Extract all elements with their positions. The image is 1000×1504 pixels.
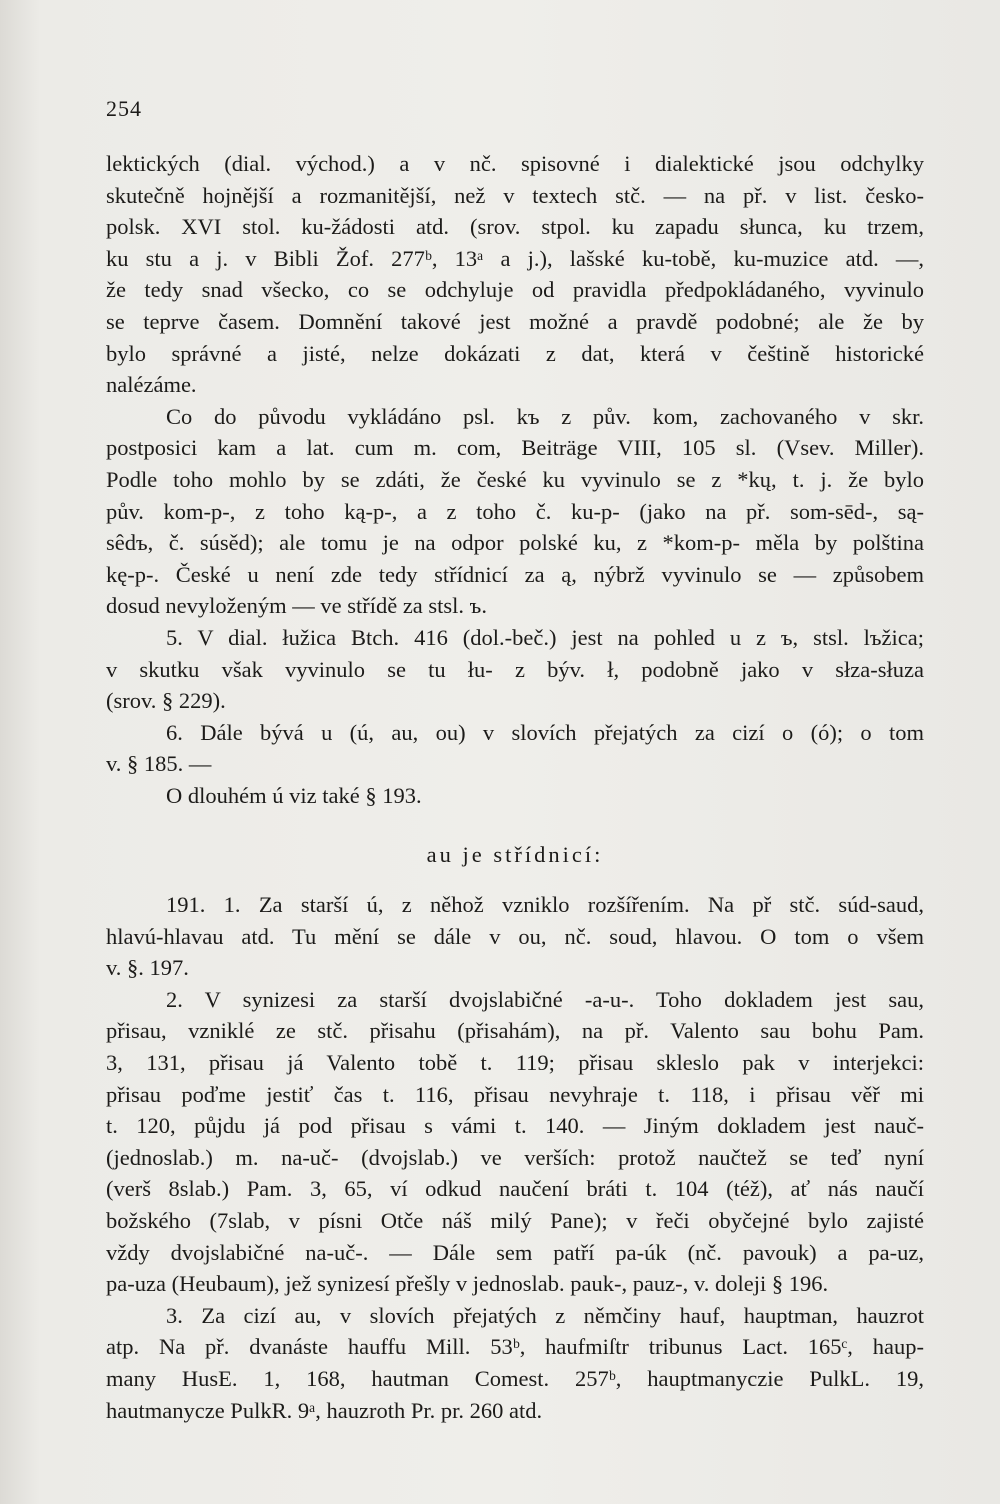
text-line: postposici kam a lat. cum m. com, Beiträge VIII, 105 sl. (Vsev. Miller). [106, 435, 924, 461]
text-line: se teprve časem. Domnění takové jest možné a pravdě podobné; ale že by [106, 308, 924, 334]
text-line: polsk. XVI stol. ku-žádosti atd. (srov. stpol. ku zapadu słunca, ku trzem, [106, 214, 924, 240]
text-line: 191. 1. Za starší ú, z něhož vzniklo rozšířením. Na př stč. súd-saud, [166, 892, 924, 918]
text-line: skutečně hojnější a rozmanitější, než v textech stč. — na př. v list. česko- [106, 182, 924, 208]
text-line: vždy dvojslabičné na-uč-. — Dále sem patří pa-úk (nč. pavouk) a pa-uz, [106, 1239, 924, 1265]
text-line: many HusE. 1, 168, hautman Comest. 257ᵇ, hauptmanyczie PulkL. 19, [106, 1365, 924, 1391]
text-line: v skutku však vyvinulo se tu łu- z býv. ł, podobně jako v słza-słuza [106, 656, 924, 682]
text-line: Podle toho mohlo by se zdáti, že české ku vyvinulo se z *kų, t. j. že bylo [106, 466, 924, 492]
text-line: v. § 185. — [106, 751, 212, 777]
text-line: že tedy snad všecko, co se odchyluje od pravidla předpokládaného, vyvinulo [106, 277, 924, 303]
text-line: přisau, vzniklé ze stč. přisahu (přisahám), na př. Valento sau bohu Pam. [106, 1018, 924, 1044]
text-line: lektických (dial. východ.) a v nč. spisovné i dialektické jsou odchylky [106, 151, 924, 176]
text-line: ku stu a j. v Bibli Žof. 277ᵇ, 13ᵃ a j.), lašské ku-tobě, ku-muzice atd. —, [106, 245, 924, 271]
text-line: 3. Za cizí au, v slovích přejatých z němčiny hauf, hauptman, hauzrot [166, 1302, 924, 1328]
text-line: 6. Dále bývá u (ú, au, ou) v slovích přejatých za cizí o (ó); o tom [166, 719, 924, 745]
text-line: v. §. 197. [106, 955, 189, 981]
text-line: kę-p-. České u není zde tedy střídnicí za ą, nýbrž vyvinulo se — způsobem [106, 561, 924, 587]
page-number: 254 [106, 96, 142, 121]
page-body [106, 148, 924, 1426]
text-line: (jednoslab.) m. na-uč- (dvojslab.) ve verších: protož naučtež se teď nyní [106, 1144, 924, 1170]
text-line: dosud nevyloženým — ve střídě za stsl. ъ. [106, 593, 487, 619]
text-line: pův. kom-p-, z toho ką-p-, a z toho č. ku-p- (jako na př. som-sēd-, są- [106, 498, 924, 524]
text-line: 3, 131, přisau já Valento tobě t. 119; přisau skleslo pak v interjekci: [106, 1050, 924, 1076]
text-line: sêdъ, č. súsěd); ale tomu je na odpor polské ku, z *kom-p- měla by polština [106, 530, 924, 556]
text-line: (srov. § 229). [106, 688, 226, 714]
text-line: božského (7slab, v písni Otče náš milý Pane); v řeči obyčejné bylo zajisté [106, 1208, 924, 1233]
text-line: bylo správné a jisté, nelze dokázati z dat, která v češtině historické [106, 340, 924, 366]
text-line: O dlouhém ú viz také § 193. [166, 782, 422, 808]
text-line: (verš 8slab.) Pam. 3, 65, ví odkud naučení bráti t. 104 (též), ať nás naučí [106, 1176, 924, 1202]
text-line: přisau poďme jestiť čas t. 116, přisau nevyhraje t. 118, i přisau věř mi [106, 1081, 924, 1107]
text-line: 5. V dial. łužica Btch. 416 (dol.-beč.) jest na pohled u z ъ, stsl. lъžica; [166, 624, 924, 650]
section-heading: au je střídnicí: [426, 842, 604, 868]
text-line: t. 120, půjdu já pod přisau s vámi t. 140. — Jiným dokladem jest nauč- [106, 1113, 924, 1139]
text-line: nalézáme. [106, 372, 197, 398]
text-line: Co do původu vykládáno psl. kъ z pův. kom, zachovaného v skr. [166, 403, 924, 429]
text-line: hautmanycze PulkR. 9ᵃ, hauzroth Pr. pr. 260 atd. [106, 1397, 543, 1423]
text-line: 2. V synizesi za starší dvojslabičné -a-u-. Toho dokladem jest sau, [166, 986, 924, 1012]
text-line: hlavú-hlavau atd. Tu mění se dále v ou, nč. soud, hlavou. O tom o všem [106, 923, 924, 949]
text-line: atp. Na př. dvanáste hauffu Mill. 53ᵇ, haufmiſtr tribunus Lact. 165ᶜ, haup- [106, 1334, 924, 1360]
text-line: pa-uza (Heubaum), jež synizesí přešly v jednoslab. pauk-, pauz-, v. doleji § 196. [106, 1271, 829, 1297]
